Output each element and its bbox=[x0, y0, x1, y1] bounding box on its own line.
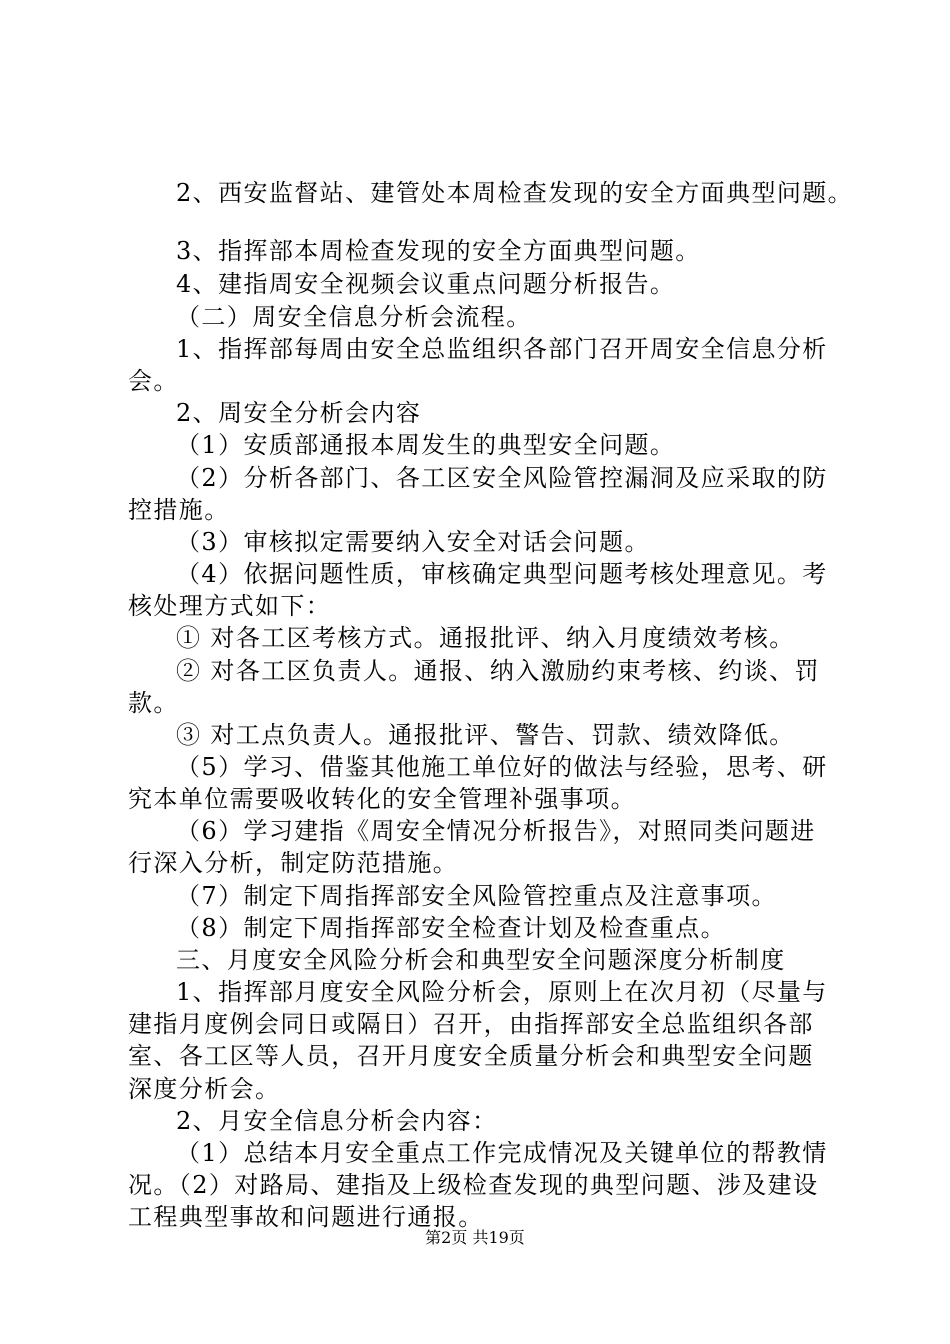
paragraph-line: （8）制定下周指挥部安全检查计划及检查重点。 bbox=[176, 914, 727, 942]
paragraph-line: ③ 对工点负责人。通报批评、警告、罚款、绩效降低。 bbox=[176, 721, 795, 749]
paragraph-line: 建指月度例会同日或隔日）召开，由指挥部安全总监组织各部 bbox=[128, 1010, 814, 1038]
paragraph-line: ② 对各工区负责人。通报、纳入激励约束考核、约谈、罚 bbox=[176, 657, 821, 685]
paragraph-line: （3）审核拟定需要纳入安全对话会问题。 bbox=[176, 528, 650, 556]
paragraph-line: 会。 bbox=[128, 367, 179, 395]
paragraph-line: （2）分析各部门、各工区安全风险管控漏洞及应采取的防 bbox=[176, 464, 828, 492]
paragraph-line: 1、指挥部每周由安全总监组织各部门召开周安全信息分析 bbox=[176, 335, 828, 363]
paragraph-line: 2、周安全分析会内容 bbox=[176, 399, 422, 427]
paragraph-line: （1）安质部通报本周发生的典型安全问题。 bbox=[176, 431, 676, 459]
paragraph-line: 控措施。 bbox=[128, 496, 230, 524]
paragraph-line: 核处理方式如下： bbox=[128, 592, 332, 620]
paragraph-line: 2、西安监督站、建管处本周检查发现的安全方面典型问题。 bbox=[176, 179, 854, 207]
paragraph-line: 工程典型事故和问题进行通报。 bbox=[128, 1203, 484, 1231]
paragraph-line: 款。 bbox=[128, 689, 179, 717]
paragraph-line: （4）依据问题性质，审核确定典型问题考核处理意见。考 bbox=[176, 560, 828, 588]
paragraph-line: 2、月安全信息分析会内容： bbox=[176, 1107, 498, 1135]
paragraph-line: ① 对各工区考核方式。通报批评、纳入月度绩效考核。 bbox=[176, 624, 795, 652]
paragraph-line: （6）学习建指《周安全情况分析报告》，对照同类问题进 bbox=[176, 817, 816, 845]
paragraph-line: 况。（2）对路局、建指及上级检查发现的典型问题、涉及建设 bbox=[128, 1171, 819, 1199]
paragraph-line: 究本单位需要吸收转化的安全管理补强事项。 bbox=[128, 785, 636, 813]
paragraph-line: （5）学习、借鉴其他施工单位好的做法与经验，思考、研 bbox=[176, 753, 828, 781]
paragraph-line: 3、指挥部本周检查发现的安全方面典型问题。 bbox=[176, 237, 701, 265]
page-number-footer: 第2页 共19页 bbox=[425, 1228, 525, 1247]
paragraph-line: 深度分析会。 bbox=[128, 1075, 281, 1103]
section-heading: （二）周安全信息分析会流程。 bbox=[176, 303, 532, 331]
section-heading: 三、月度安全风险分析会和典型安全问题深度分析制度 bbox=[176, 946, 786, 974]
paragraph-line: 1、指挥部月度安全风险分析会，原则上在次月初（尽量与 bbox=[176, 978, 828, 1006]
paragraph-line: （1）总结本月安全重点工作完成情况及关键单位的帮教情 bbox=[176, 1139, 828, 1167]
paragraph-line: 室、各工区等人员，召开月度安全质量分析会和典型安全问题 bbox=[128, 1042, 814, 1070]
paragraph-line: 行深入分析，制定防范措施。 bbox=[128, 849, 459, 877]
paragraph-line: 4、建指周安全视频会议重点问题分析报告。 bbox=[176, 270, 676, 298]
paragraph-line: （7）制定下周指挥部安全风险管控重点及注意事项。 bbox=[176, 882, 777, 910]
